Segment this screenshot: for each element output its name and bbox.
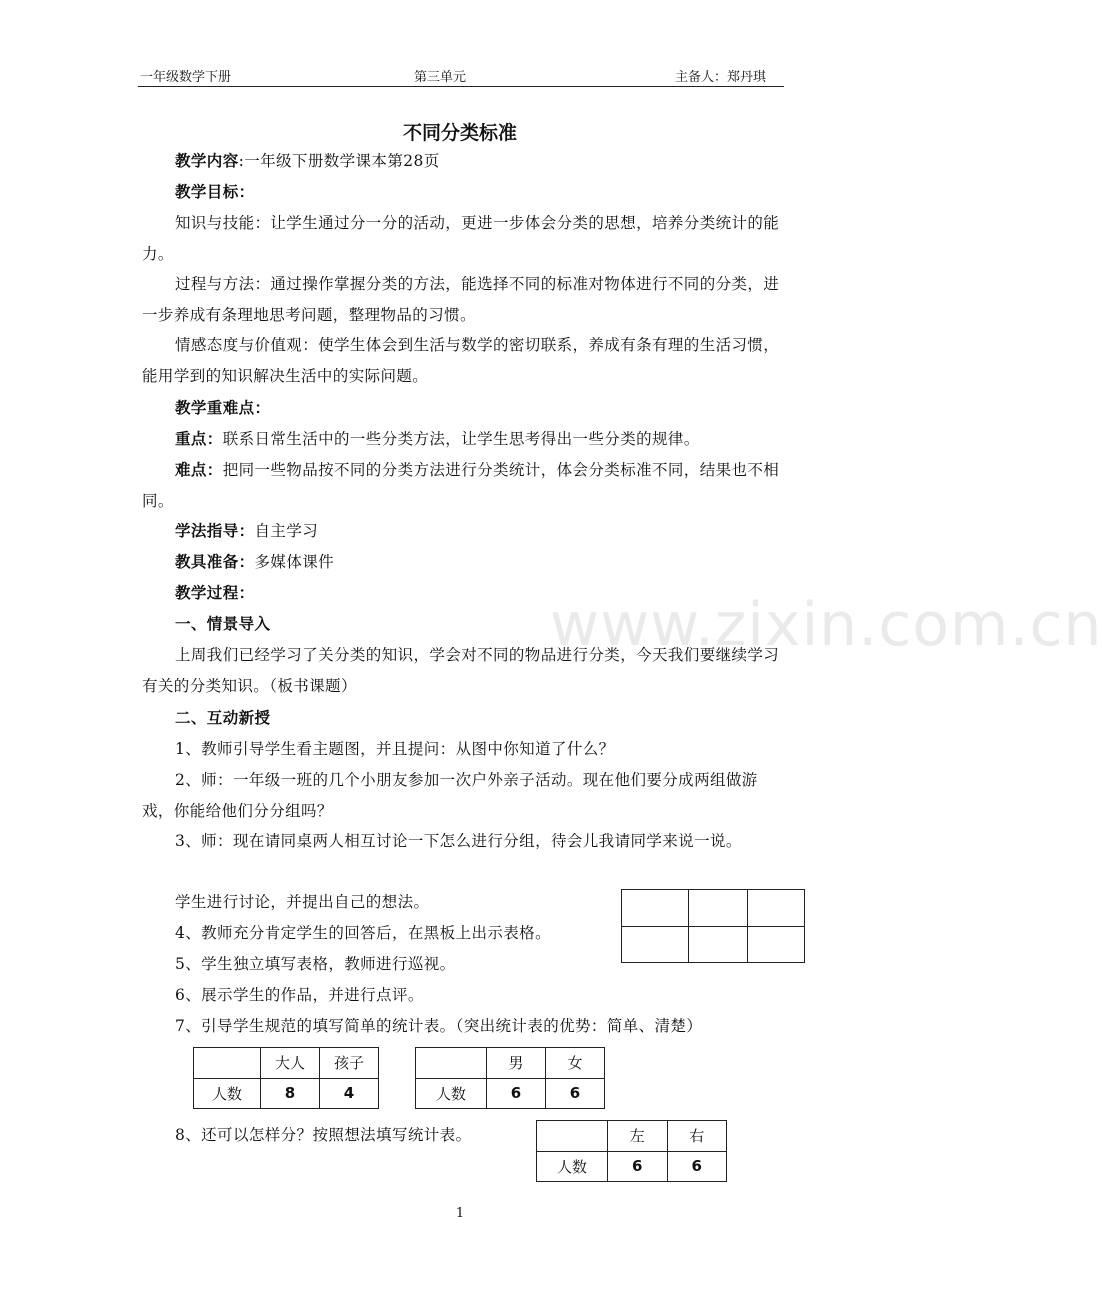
table-cell: 6 <box>487 1078 546 1109</box>
page-number: 1 <box>455 1206 465 1221</box>
table-cell: 8 <box>261 1078 320 1109</box>
content-text: 一年级下册数学课本第28页 <box>244 152 440 170</box>
tools-label: 教具准备： <box>175 553 255 571</box>
table-header: 大人 <box>261 1048 320 1079</box>
table-cell: 4 <box>320 1078 379 1109</box>
table-header: 孩子 <box>320 1048 379 1079</box>
table-row-label: 人数 <box>416 1078 487 1109</box>
page-header <box>138 66 784 86</box>
header-left: 一年级数学下册 <box>140 70 232 85</box>
header-center: 第三单元 <box>414 70 467 85</box>
goal-knowledge: 知识与技能：让学生通过分一分的活动，更进一步体会分类的思想，培养分类统计的能力。 <box>142 214 780 263</box>
tools-text: 多媒体课件 <box>254 553 335 571</box>
stat-table-adults-children <box>193 1047 379 1109</box>
process-label: 教学过程： <box>175 584 255 602</box>
goal-emotion: 情感态度与价值观：使学生体会到生活与数学的密切联系，养成有条有理的生活习惯，能用学到的知识解决生活中的实际问题。 <box>142 336 780 385</box>
section2-heading: 二、互动新授 <box>175 709 271 727</box>
teaching-content <box>142 146 784 177</box>
step-8: 8、还可以怎样分？按照想法填写统计表。 <box>175 1126 472 1144</box>
blank-table <box>621 889 805 963</box>
step-2: 2、师：一年级一班的几个小朋友参加一次户外亲子活动。现在他们要分成两组做游戏，你能给他们分分组吗？ <box>142 771 758 820</box>
difficulty-label: 难点： <box>175 461 223 479</box>
table-cell: 6 <box>667 1151 727 1182</box>
header-divider <box>138 86 784 87</box>
table-row-label: 人数 <box>537 1151 608 1182</box>
tools-paragraph <box>142 547 784 578</box>
table-header: 右 <box>667 1121 727 1152</box>
method-paragraph <box>142 516 784 547</box>
focus-paragraph <box>142 424 784 455</box>
section1-text: 上周我们已经学习了关分类的知识，学会对不同的物品进行分类，今天我们要继续学习有关的分类知识。（板书课题） <box>142 646 780 695</box>
step-1: 1、教师引导学生看主题图，并且提问：从图中你知道了什么？ <box>175 740 615 758</box>
goals-label: 教学目标： <box>175 183 255 201</box>
step-6: 6、展示学生的作品，并进行点评。 <box>175 986 424 1004</box>
method-label: 学法指导： <box>175 522 255 540</box>
content-label: 教学内容 <box>175 152 239 170</box>
stat-table-gender <box>415 1047 605 1109</box>
table-cell: 6 <box>546 1078 605 1109</box>
step-3: 3、师：现在请同桌两人相互讨论一下怎么进行分组，待会儿我请同学来说一说。 <box>175 832 742 850</box>
content-sep: : <box>238 152 245 170</box>
watermark: www.zixin.com.cn <box>550 590 1102 660</box>
table-row-label: 人数 <box>194 1078 261 1109</box>
step-3b: 学生进行讨论，并提出自己的想法。 <box>175 893 430 911</box>
difficulty-paragraph <box>142 455 784 516</box>
table-header: 男 <box>487 1048 546 1079</box>
difficulty-text: 把同一些物品按不同的分类方法进行分类统计，体会分类标准不同，结果也不相同。 <box>142 461 780 510</box>
method-text: 自主学习 <box>254 522 319 540</box>
stat-table-left-right <box>536 1120 727 1182</box>
table-header: 左 <box>608 1121 668 1152</box>
step-5: 5、学生独立填写表格，教师进行巡视。 <box>175 955 456 973</box>
step-7: 7、引导学生规范的填写简单的统计表。（突出统计表的优势：简单、清楚） <box>175 1017 703 1035</box>
goal-process: 过程与方法：通过操作掌握分类的方法，能选择不同的标准对物体进行不同的分类，进一步养成有条理地思考问题，整理物品的习惯。 <box>142 275 780 324</box>
section1-heading: 一、情景导入 <box>175 615 271 633</box>
table-header: 女 <box>546 1048 605 1079</box>
focus-text: 联系日常生活中的一些分类方法，让学生思考得出一些分类的规律。 <box>222 430 700 448</box>
key-points-label: 教学重难点： <box>175 399 271 417</box>
page-title: 不同分类标准 <box>402 122 517 144</box>
focus-label: 重点： <box>175 430 223 448</box>
table-cell: 6 <box>608 1151 668 1182</box>
step-4: 4、教师充分肯定学生的回答后，在黑板上出示表格。 <box>175 924 551 942</box>
header-right: 主备人：郑丹琪 <box>674 70 766 85</box>
